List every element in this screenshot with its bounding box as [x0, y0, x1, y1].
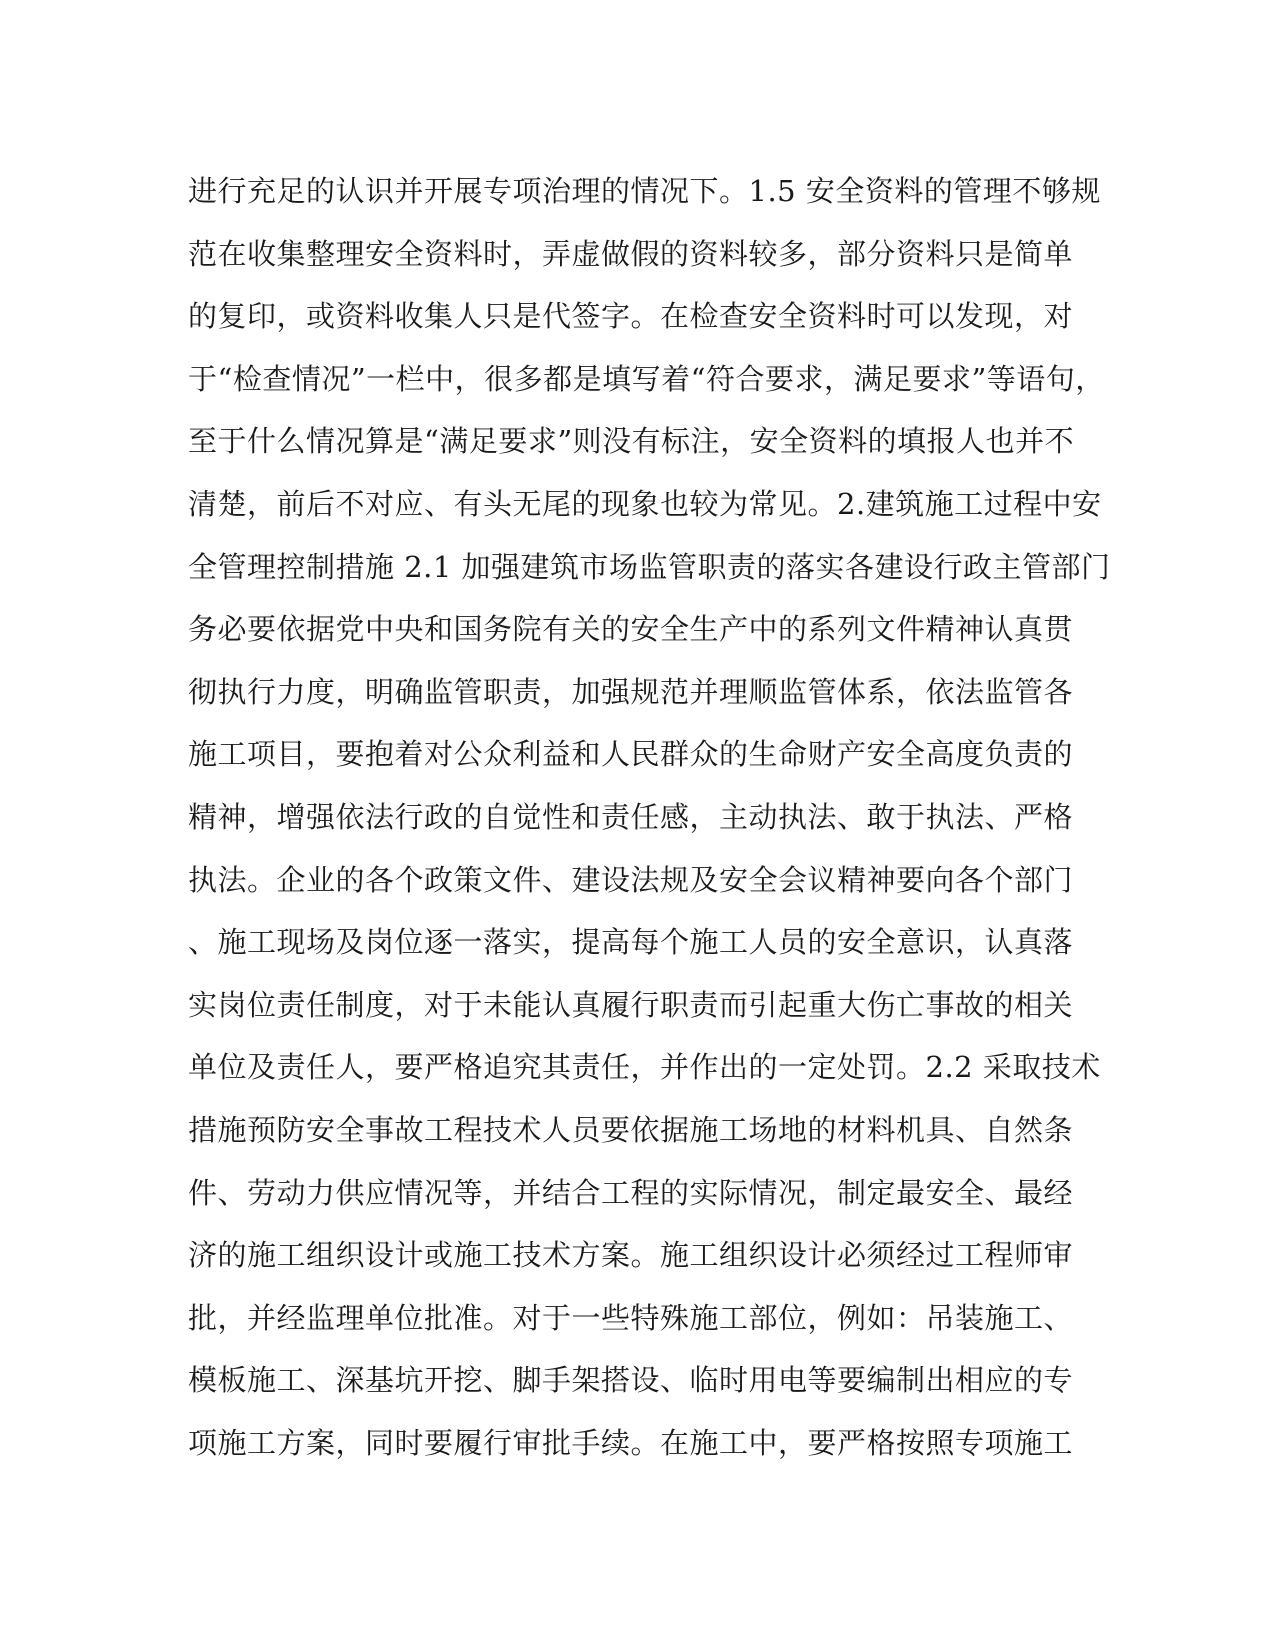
text-line: 务必要依据党中央和国务院有关的安全生产中的系列文件精神认真贯	[188, 612, 1074, 647]
text-line: 措施预防安全事故工程技术人员要依据施工场地的材料机具、自然条	[188, 1112, 1074, 1147]
text-line: 至于什么情况算是“满足要求”则没有标注，安全资料的填报人也并不	[188, 424, 1075, 459]
text-line: 模板施工、深基坑开挖、脚手架搭设、临时用电等要编制出相应的专	[188, 1363, 1074, 1398]
text-line: 执法。企业的各个政策文件、建设法规及安全会议精神要向各个部门	[188, 862, 1074, 897]
text-line: 项施工方案，同时要履行审批手续。在施工中，要严格按照专项施工	[188, 1425, 1074, 1460]
text-line: 的复印，或资料收集人只是代签字。在检查安全资料时可以发现，对	[188, 299, 1074, 334]
text-line: 批，并经监理单位批准。对于一些特殊施工部位，例如：吊装施工、	[188, 1300, 1074, 1335]
text-line: 济的施工组织设计或施工技术方案。施工组织设计必须经过工程师审	[188, 1238, 1074, 1273]
text-line: 单位及责任人，要严格追究其责任，并作出的一定处罚。2.2 采取技术	[188, 1050, 1101, 1085]
text-line: 彻执行力度，明确监管职责，加强规范并理顺监管体系，依法监管各	[188, 674, 1074, 709]
text-line: 、施工现场及岗位逐一落实，提高每个施工人员的安全意识，认真落	[188, 925, 1074, 960]
text-line: 于“检查情况”一栏中，很多都是填写着“符合要求，满足要求”等语句，	[188, 361, 1105, 396]
text-line: 进行充足的认识并开展专项治理的情况下。1.5 安全资料的管理不够规	[188, 174, 1101, 208]
text-line: 施工项目，要抱着对公众利益和人民群众的生命财产安全高度负责的	[188, 737, 1074, 772]
text-line: 件、劳动力供应情况等，并结合工程的实际情况，制定最安全、最经	[188, 1175, 1074, 1210]
body-text	[188, 160, 1111, 1474]
text-line: 精神，增强依法行政的自觉性和责任感，主动执法、敢于执法、严格	[188, 799, 1074, 834]
text-line: 范在收集整理安全资料时，弄虚做假的资料较多，部分资料只是简单	[188, 236, 1074, 271]
text-line: 实岗位责任制度，对于未能认真履行职责而引起重大伤亡事故的相关	[188, 987, 1074, 1022]
text-line: 清楚，前后不对应、有头无尾的现象也较为常见。2.建筑施工过程中安	[188, 486, 1102, 521]
text-line: 全管理控制措施 2.1 加强建筑市场监管职责的落实各建设行政主管部门	[188, 549, 1111, 584]
